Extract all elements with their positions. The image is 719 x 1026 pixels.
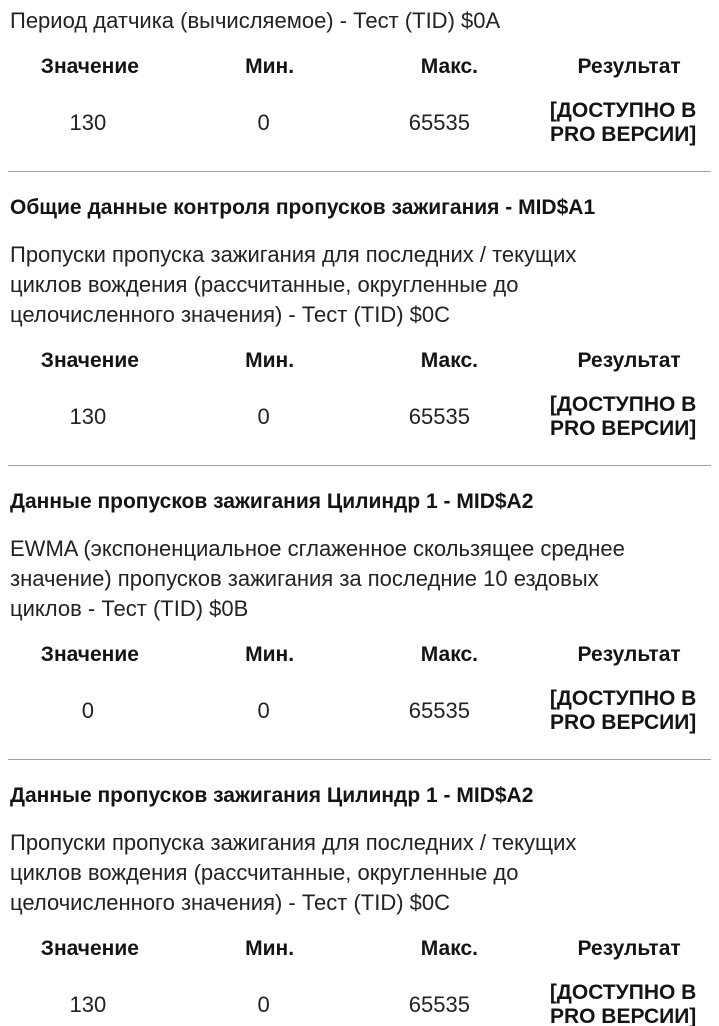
table-header-row <box>0 935 719 963</box>
test-section-misfire-cyl1-ewma <box>0 488 719 735</box>
col-header-value: Значение <box>40 937 139 960</box>
table-row <box>0 393 719 441</box>
cell-result-pro-locked: [ДОСТУПНО В PRO ВЕРСИИ] <box>549 393 697 440</box>
test-description: Пропуски пропуска зажигания для последних / текущих циклов вождения (рассчитанные, округленные до целочисленного значения) - Тест (TID) $0C <box>10 830 577 915</box>
results-table <box>0 935 719 1026</box>
col-header-result: Результат <box>577 643 681 666</box>
section-title: Данные пропусков зажигания Цилиндр 1 - MID$A2 <box>10 490 534 513</box>
cell-max: 65535 <box>408 992 470 1017</box>
col-header-min: Мин. <box>245 349 295 372</box>
col-header-max: Макс. <box>420 643 478 666</box>
section-divider <box>8 465 711 466</box>
table-header-row <box>0 641 719 669</box>
col-header-max: Макс. <box>420 349 478 372</box>
table-header-row <box>0 53 719 81</box>
cell-max: 65535 <box>408 698 470 723</box>
cell-value: 0 <box>81 698 94 723</box>
cell-result-pro-locked: [ДОСТУПНО В PRO ВЕРСИИ] <box>549 687 697 734</box>
test-section-sensor-period <box>0 6 719 147</box>
diagnostic-test-report[interactable] <box>0 6 719 1026</box>
col-header-max: Макс. <box>420 55 478 78</box>
test-section-misfire-general <box>0 194 719 441</box>
col-header-value: Значение <box>40 643 139 666</box>
col-header-min: Мин. <box>245 55 295 78</box>
cell-min: 0 <box>257 992 270 1017</box>
test-section-misfire-cyl1-counts <box>0 782 719 1026</box>
table-row <box>0 687 719 735</box>
results-table <box>0 641 719 735</box>
cell-min: 0 <box>257 404 270 429</box>
section-title: Данные пропусков зажигания Цилиндр 1 - MID$A2 <box>10 784 534 807</box>
section-divider <box>8 171 711 172</box>
test-description: EWMA (экспоненциальное сглаженное скользящее среднее значение) пропусков зажигания за последние 10 ездовых циклов - Тест (TID) $0B <box>10 536 625 621</box>
cell-result-pro-locked: [ДОСТУПНО В PRO ВЕРСИИ] <box>549 99 697 146</box>
cell-result-pro-locked: [ДОСТУПНО В PRO ВЕРСИИ] <box>549 981 697 1026</box>
col-header-result: Результат <box>577 937 681 960</box>
results-table <box>0 53 719 147</box>
test-description: Пропуски пропуска зажигания для последних / текущих циклов вождения (рассчитанные, округленные до целочисленного значения) - Тест (TID) $0C <box>10 242 577 327</box>
cell-max: 65535 <box>408 110 470 135</box>
col-header-max: Макс. <box>420 937 478 960</box>
col-header-min: Мин. <box>245 937 295 960</box>
cell-min: 0 <box>257 698 270 723</box>
cell-value: 130 <box>69 992 107 1017</box>
col-header-value: Значение <box>40 349 139 372</box>
cell-value: 130 <box>69 404 107 429</box>
table-row <box>0 981 719 1026</box>
col-header-min: Мин. <box>245 643 295 666</box>
table-row <box>0 99 719 147</box>
section-title: Общие данные контроля пропусков зажигания - MID$A1 <box>10 196 596 219</box>
col-header-result: Результат <box>577 55 681 78</box>
col-header-value: Значение <box>40 55 139 78</box>
col-header-result: Результат <box>577 349 681 372</box>
cell-min: 0 <box>257 110 270 135</box>
test-description: Период датчика (вычисляемое) - Тест (TID) $0A <box>10 8 501 33</box>
table-header-row <box>0 347 719 375</box>
results-table <box>0 347 719 441</box>
cell-value: 130 <box>69 110 107 135</box>
cell-max: 65535 <box>408 404 470 429</box>
section-divider <box>8 759 711 760</box>
